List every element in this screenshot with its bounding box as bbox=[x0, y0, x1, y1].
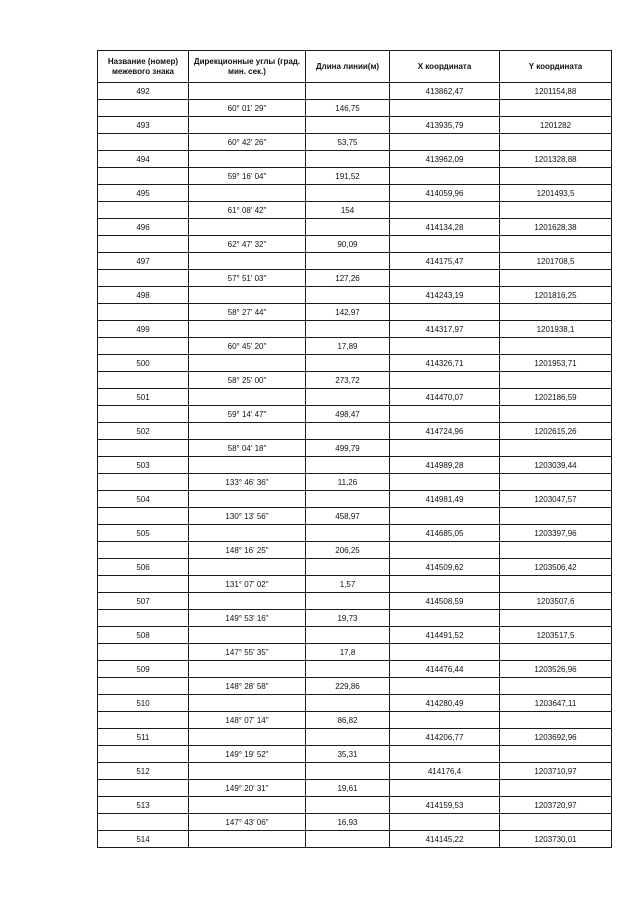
x-coordinate: 414476,44 bbox=[390, 661, 500, 678]
y-coordinate: 1203720,97 bbox=[500, 797, 612, 814]
empty-cell bbox=[306, 627, 390, 644]
segment-row bbox=[98, 610, 612, 627]
line-length: 1,57 bbox=[306, 576, 390, 593]
line-length: 17,89 bbox=[306, 338, 390, 355]
empty-cell bbox=[500, 270, 612, 287]
point-name: 506 bbox=[98, 559, 189, 576]
empty-cell bbox=[306, 525, 390, 542]
empty-cell bbox=[189, 253, 306, 270]
point-row bbox=[98, 491, 612, 508]
segment-row bbox=[98, 100, 612, 117]
y-coordinate: 1201154,88 bbox=[500, 83, 612, 100]
y-coordinate: 1203647,11 bbox=[500, 695, 612, 712]
empty-cell bbox=[98, 644, 189, 661]
point-row bbox=[98, 151, 612, 168]
empty-cell bbox=[189, 389, 306, 406]
y-coordinate: 1201708,5 bbox=[500, 253, 612, 270]
point-row bbox=[98, 389, 612, 406]
empty-cell bbox=[500, 678, 612, 695]
empty-cell bbox=[306, 661, 390, 678]
point-row bbox=[98, 457, 612, 474]
y-coordinate: 1203526,96 bbox=[500, 661, 612, 678]
point-row bbox=[98, 253, 612, 270]
empty-cell bbox=[306, 253, 390, 270]
empty-cell bbox=[390, 474, 500, 491]
direction-angle: 61° 08' 42" bbox=[189, 202, 306, 219]
x-coordinate: 414724,96 bbox=[390, 423, 500, 440]
header-line-length: Длина линии(м) bbox=[306, 51, 390, 83]
empty-cell bbox=[98, 780, 189, 797]
x-coordinate: 414159,53 bbox=[390, 797, 500, 814]
x-coordinate: 414280,49 bbox=[390, 695, 500, 712]
point-name: 504 bbox=[98, 491, 189, 508]
empty-cell bbox=[98, 542, 189, 559]
empty-cell bbox=[98, 576, 189, 593]
y-coordinate: 1201953,71 bbox=[500, 355, 612, 372]
point-row bbox=[98, 797, 612, 814]
segment-row bbox=[98, 338, 612, 355]
line-length: 19,73 bbox=[306, 610, 390, 627]
point-row bbox=[98, 729, 612, 746]
y-coordinate: 1202615,26 bbox=[500, 423, 612, 440]
table-body bbox=[98, 83, 612, 848]
empty-cell bbox=[98, 610, 189, 627]
y-coordinate: 1201328,88 bbox=[500, 151, 612, 168]
empty-cell bbox=[500, 508, 612, 525]
y-coordinate: 1201628,38 bbox=[500, 219, 612, 236]
empty-cell bbox=[390, 440, 500, 457]
direction-angle: 58° 04' 18" bbox=[189, 440, 306, 457]
direction-angle: 60° 42' 26" bbox=[189, 134, 306, 151]
point-row bbox=[98, 83, 612, 100]
empty-cell bbox=[189, 695, 306, 712]
y-coordinate: 1203692,96 bbox=[500, 729, 612, 746]
point-name: 502 bbox=[98, 423, 189, 440]
line-length: 229,86 bbox=[306, 678, 390, 695]
empty-cell bbox=[390, 168, 500, 185]
empty-cell bbox=[306, 457, 390, 474]
segment-row bbox=[98, 746, 612, 763]
direction-angle: 148° 28' 58" bbox=[189, 678, 306, 695]
empty-cell bbox=[390, 134, 500, 151]
header-y-coordinate: Y координата bbox=[500, 51, 612, 83]
y-coordinate: 1203507,6 bbox=[500, 593, 612, 610]
header-point-name: Название (номер) межевого знака bbox=[98, 51, 189, 83]
x-coordinate: 414317,97 bbox=[390, 321, 500, 338]
point-row bbox=[98, 525, 612, 542]
point-row bbox=[98, 185, 612, 202]
empty-cell bbox=[189, 287, 306, 304]
direction-angle: 149° 20' 31" bbox=[189, 780, 306, 797]
empty-cell bbox=[500, 100, 612, 117]
empty-cell bbox=[390, 406, 500, 423]
empty-cell bbox=[306, 797, 390, 814]
x-coordinate: 414176,4 bbox=[390, 763, 500, 780]
point-name: 493 bbox=[98, 117, 189, 134]
y-coordinate: 1203047,57 bbox=[500, 491, 612, 508]
empty-cell bbox=[98, 168, 189, 185]
empty-cell bbox=[500, 814, 612, 831]
empty-cell bbox=[306, 355, 390, 372]
empty-cell bbox=[189, 321, 306, 338]
point-row bbox=[98, 219, 612, 236]
empty-cell bbox=[189, 423, 306, 440]
line-length: 11,26 bbox=[306, 474, 390, 491]
empty-cell bbox=[98, 508, 189, 525]
point-name: 496 bbox=[98, 219, 189, 236]
direction-angle: 62° 47' 32" bbox=[189, 236, 306, 253]
segment-row bbox=[98, 780, 612, 797]
segment-row bbox=[98, 474, 612, 491]
segment-row bbox=[98, 406, 612, 423]
segment-row bbox=[98, 644, 612, 661]
empty-cell bbox=[390, 338, 500, 355]
empty-cell bbox=[306, 423, 390, 440]
x-coordinate: 414981,49 bbox=[390, 491, 500, 508]
segment-row bbox=[98, 372, 612, 389]
empty-cell bbox=[98, 270, 189, 287]
empty-cell bbox=[189, 593, 306, 610]
empty-cell bbox=[306, 321, 390, 338]
y-coordinate: 1203730,01 bbox=[500, 831, 612, 848]
point-row bbox=[98, 661, 612, 678]
point-row bbox=[98, 831, 612, 848]
empty-cell bbox=[306, 219, 390, 236]
line-length: 16,93 bbox=[306, 814, 390, 831]
segment-row bbox=[98, 202, 612, 219]
line-length: 458,97 bbox=[306, 508, 390, 525]
table-header-row bbox=[98, 51, 612, 83]
empty-cell bbox=[98, 746, 189, 763]
x-coordinate: 414508,59 bbox=[390, 593, 500, 610]
empty-cell bbox=[390, 236, 500, 253]
empty-cell bbox=[189, 797, 306, 814]
point-name: 499 bbox=[98, 321, 189, 338]
empty-cell bbox=[500, 610, 612, 627]
empty-cell bbox=[306, 763, 390, 780]
empty-cell bbox=[500, 644, 612, 661]
empty-cell bbox=[390, 576, 500, 593]
header-x-coordinate: X координата bbox=[390, 51, 500, 83]
direction-angle: 58° 25' 00" bbox=[189, 372, 306, 389]
empty-cell bbox=[390, 304, 500, 321]
segment-row bbox=[98, 508, 612, 525]
empty-cell bbox=[306, 695, 390, 712]
line-length: 154 bbox=[306, 202, 390, 219]
empty-cell bbox=[189, 185, 306, 202]
x-coordinate: 414059,96 bbox=[390, 185, 500, 202]
empty-cell bbox=[98, 202, 189, 219]
segment-row bbox=[98, 678, 612, 695]
point-name: 512 bbox=[98, 763, 189, 780]
empty-cell bbox=[390, 610, 500, 627]
x-coordinate: 414134,28 bbox=[390, 219, 500, 236]
empty-cell bbox=[500, 780, 612, 797]
x-coordinate: 414989,28 bbox=[390, 457, 500, 474]
empty-cell bbox=[500, 168, 612, 185]
point-row bbox=[98, 117, 612, 134]
point-name: 494 bbox=[98, 151, 189, 168]
empty-cell bbox=[189, 219, 306, 236]
point-name: 495 bbox=[98, 185, 189, 202]
direction-angle: 60° 45' 20" bbox=[189, 338, 306, 355]
empty-cell bbox=[390, 814, 500, 831]
empty-cell bbox=[189, 627, 306, 644]
x-coordinate: 414175,47 bbox=[390, 253, 500, 270]
point-row bbox=[98, 593, 612, 610]
header-direction-angle: Дирекционные углы (град. мин. сек.) bbox=[189, 51, 306, 83]
empty-cell bbox=[306, 389, 390, 406]
direction-angle: 60° 01' 29" bbox=[189, 100, 306, 117]
empty-cell bbox=[306, 831, 390, 848]
empty-cell bbox=[98, 440, 189, 457]
empty-cell bbox=[189, 457, 306, 474]
empty-cell bbox=[98, 474, 189, 491]
point-row bbox=[98, 321, 612, 338]
empty-cell bbox=[500, 134, 612, 151]
y-coordinate: 1203506,42 bbox=[500, 559, 612, 576]
y-coordinate: 1202186,59 bbox=[500, 389, 612, 406]
line-length: 206,25 bbox=[306, 542, 390, 559]
empty-cell bbox=[390, 678, 500, 695]
empty-cell bbox=[306, 593, 390, 610]
line-length: 127,26 bbox=[306, 270, 390, 287]
direction-angle: 148° 16' 25" bbox=[189, 542, 306, 559]
x-coordinate: 414243,19 bbox=[390, 287, 500, 304]
empty-cell bbox=[500, 236, 612, 253]
point-name: 503 bbox=[98, 457, 189, 474]
point-name: 505 bbox=[98, 525, 189, 542]
point-name: 509 bbox=[98, 661, 189, 678]
empty-cell bbox=[98, 100, 189, 117]
direction-angle: 130° 13' 56" bbox=[189, 508, 306, 525]
y-coordinate: 1203710,97 bbox=[500, 763, 612, 780]
x-coordinate: 413935,79 bbox=[390, 117, 500, 134]
point-name: 507 bbox=[98, 593, 189, 610]
line-length: 142,97 bbox=[306, 304, 390, 321]
empty-cell bbox=[189, 117, 306, 134]
y-coordinate: 1201816,25 bbox=[500, 287, 612, 304]
empty-cell bbox=[500, 372, 612, 389]
point-name: 511 bbox=[98, 729, 189, 746]
point-name: 497 bbox=[98, 253, 189, 270]
empty-cell bbox=[98, 712, 189, 729]
x-coordinate: 414491,52 bbox=[390, 627, 500, 644]
empty-cell bbox=[500, 304, 612, 321]
point-row bbox=[98, 423, 612, 440]
direction-angle: 149° 53' 16" bbox=[189, 610, 306, 627]
x-coordinate: 414206,77 bbox=[390, 729, 500, 746]
empty-cell bbox=[98, 236, 189, 253]
empty-cell bbox=[500, 474, 612, 491]
empty-cell bbox=[98, 304, 189, 321]
line-length: 19,61 bbox=[306, 780, 390, 797]
empty-cell bbox=[98, 814, 189, 831]
direction-angle: 133° 46' 36" bbox=[189, 474, 306, 491]
point-name: 492 bbox=[98, 83, 189, 100]
y-coordinate: 1201938,1 bbox=[500, 321, 612, 338]
y-coordinate: 1203039,44 bbox=[500, 457, 612, 474]
direction-angle: 131° 07' 02" bbox=[189, 576, 306, 593]
segment-row bbox=[98, 270, 612, 287]
line-length: 35,31 bbox=[306, 746, 390, 763]
y-coordinate: 1203517,5 bbox=[500, 627, 612, 644]
x-coordinate: 414326,71 bbox=[390, 355, 500, 372]
empty-cell bbox=[390, 746, 500, 763]
empty-cell bbox=[500, 746, 612, 763]
direction-angle: 59° 16' 04" bbox=[189, 168, 306, 185]
empty-cell bbox=[390, 372, 500, 389]
point-name: 508 bbox=[98, 627, 189, 644]
x-coordinate: 413962,09 bbox=[390, 151, 500, 168]
empty-cell bbox=[306, 491, 390, 508]
empty-cell bbox=[306, 287, 390, 304]
empty-cell bbox=[306, 83, 390, 100]
x-coordinate: 414470,07 bbox=[390, 389, 500, 406]
line-length: 17,8 bbox=[306, 644, 390, 661]
empty-cell bbox=[500, 542, 612, 559]
boundary-coordinates-table bbox=[97, 50, 612, 848]
empty-cell bbox=[306, 117, 390, 134]
direction-angle: 57° 51' 03" bbox=[189, 270, 306, 287]
empty-cell bbox=[306, 729, 390, 746]
empty-cell bbox=[390, 100, 500, 117]
segment-row bbox=[98, 712, 612, 729]
empty-cell bbox=[189, 729, 306, 746]
empty-cell bbox=[189, 831, 306, 848]
x-coordinate: 414509,62 bbox=[390, 559, 500, 576]
line-length: 499,79 bbox=[306, 440, 390, 457]
line-length: 273,72 bbox=[306, 372, 390, 389]
point-row bbox=[98, 355, 612, 372]
empty-cell bbox=[306, 559, 390, 576]
empty-cell bbox=[390, 644, 500, 661]
point-row bbox=[98, 763, 612, 780]
x-coordinate: 414145,22 bbox=[390, 831, 500, 848]
empty-cell bbox=[500, 576, 612, 593]
point-name: 514 bbox=[98, 831, 189, 848]
empty-cell bbox=[306, 151, 390, 168]
point-name: 501 bbox=[98, 389, 189, 406]
y-coordinate: 1201282 bbox=[500, 117, 612, 134]
empty-cell bbox=[189, 83, 306, 100]
segment-row bbox=[98, 134, 612, 151]
point-name: 498 bbox=[98, 287, 189, 304]
line-length: 90,09 bbox=[306, 236, 390, 253]
segment-row bbox=[98, 814, 612, 831]
point-name: 513 bbox=[98, 797, 189, 814]
line-length: 146,75 bbox=[306, 100, 390, 117]
line-length: 86,82 bbox=[306, 712, 390, 729]
line-length: 498,47 bbox=[306, 406, 390, 423]
point-name: 510 bbox=[98, 695, 189, 712]
direction-angle: 148° 07' 14" bbox=[189, 712, 306, 729]
empty-cell bbox=[98, 134, 189, 151]
x-coordinate: 413862,47 bbox=[390, 83, 500, 100]
segment-row bbox=[98, 576, 612, 593]
empty-cell bbox=[500, 406, 612, 423]
empty-cell bbox=[390, 780, 500, 797]
point-row bbox=[98, 287, 612, 304]
empty-cell bbox=[189, 763, 306, 780]
empty-cell bbox=[500, 712, 612, 729]
empty-cell bbox=[390, 712, 500, 729]
direction-angle: 149° 19' 52" bbox=[189, 746, 306, 763]
y-coordinate: 1203397,96 bbox=[500, 525, 612, 542]
empty-cell bbox=[189, 661, 306, 678]
x-coordinate: 414685,05 bbox=[390, 525, 500, 542]
line-length: 191,52 bbox=[306, 168, 390, 185]
empty-cell bbox=[189, 525, 306, 542]
direction-angle: 147° 55' 35" bbox=[189, 644, 306, 661]
empty-cell bbox=[306, 185, 390, 202]
empty-cell bbox=[98, 678, 189, 695]
empty-cell bbox=[500, 202, 612, 219]
empty-cell bbox=[390, 270, 500, 287]
line-length: 53,75 bbox=[306, 134, 390, 151]
empty-cell bbox=[189, 491, 306, 508]
y-coordinate: 1201493,5 bbox=[500, 185, 612, 202]
segment-row bbox=[98, 304, 612, 321]
empty-cell bbox=[189, 355, 306, 372]
direction-angle: 58° 27' 44" bbox=[189, 304, 306, 321]
segment-row bbox=[98, 440, 612, 457]
empty-cell bbox=[189, 151, 306, 168]
direction-angle: 147° 43' 06" bbox=[189, 814, 306, 831]
segment-row bbox=[98, 168, 612, 185]
point-row bbox=[98, 695, 612, 712]
empty-cell bbox=[390, 542, 500, 559]
segment-row bbox=[98, 236, 612, 253]
point-name: 500 bbox=[98, 355, 189, 372]
empty-cell bbox=[98, 338, 189, 355]
point-row bbox=[98, 559, 612, 576]
empty-cell bbox=[189, 559, 306, 576]
segment-row bbox=[98, 542, 612, 559]
empty-cell bbox=[390, 202, 500, 219]
direction-angle: 59° 14' 47" bbox=[189, 406, 306, 423]
empty-cell bbox=[500, 338, 612, 355]
empty-cell bbox=[390, 508, 500, 525]
point-row bbox=[98, 627, 612, 644]
empty-cell bbox=[98, 372, 189, 389]
empty-cell bbox=[98, 406, 189, 423]
empty-cell bbox=[500, 440, 612, 457]
